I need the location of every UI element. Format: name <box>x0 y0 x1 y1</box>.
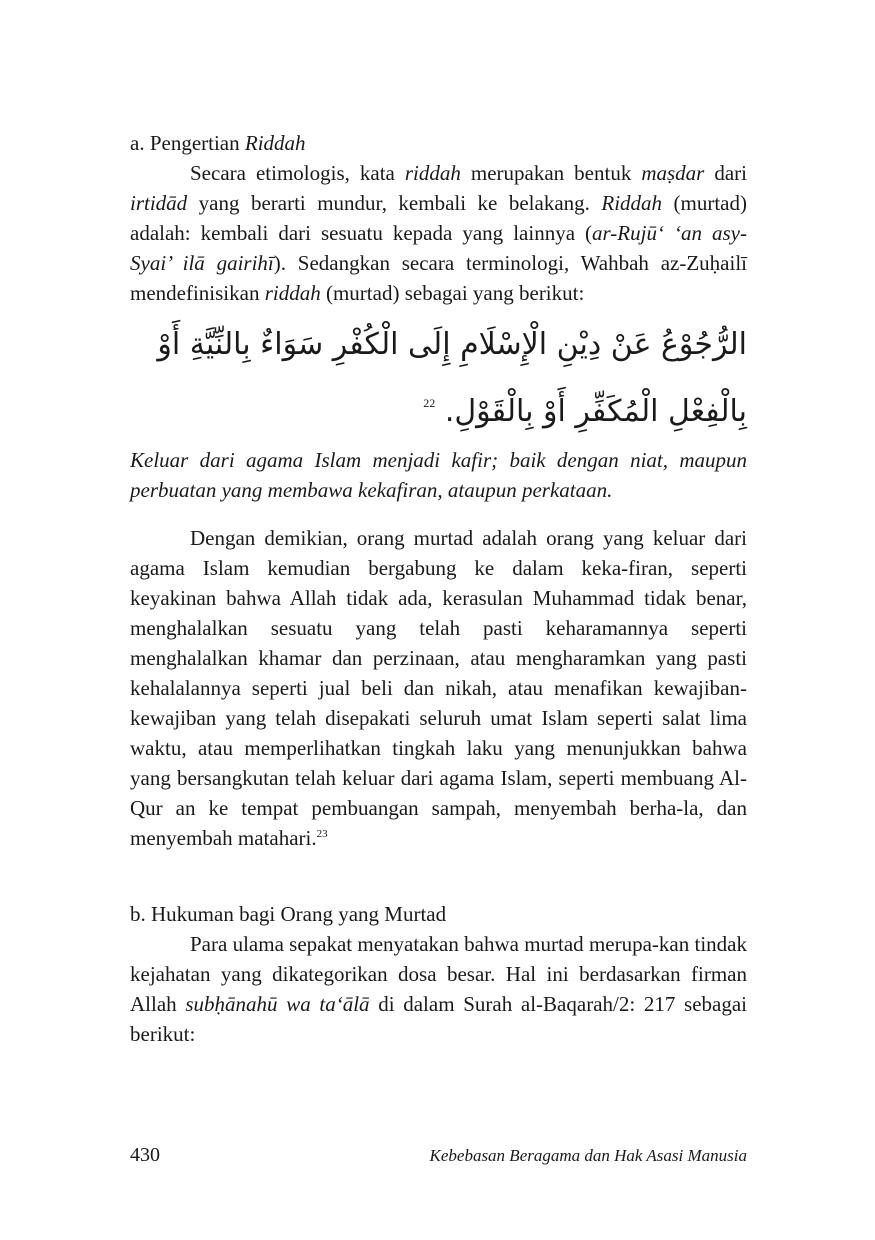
definition-text-run-8: (murtad) adalah: kembali dari sesuatu kepada yang lainnya ( <box>130 191 747 245</box>
murtad-explanation-text: Dengan demikian, orang murtad adalah orang yang keluar dari agama Islam kemudian bergabung ke dalam keka-firan, seperti keyakinan bahwa Allah tidak ada, kerasulan Muhammad tidak benar, menghalalkan sesuatu yang telah pasti keharamannya seperti menghalalkan khamar dan perzinaan, atau mengharamkan yang pasti kehalalannya seperti jual beli dan nikah, atau menafikan kewajiban-kewajiban yang telah disepakati seluruh umat Islam seperti salat lima waktu, atau memperlihatkan tingkah laku yang menunjukkan bahwa yang bersangkutan telah keluar dari agama Islam, seperti membuang Al-Qur an ke tempat pembuangan sampah, menyembah berha-la, dan menyembah matahari. <box>130 526 747 850</box>
definition-text-run-0: Secara etimologis, kata <box>190 161 405 185</box>
definition-text-run-10: ). Sedangkan secara terminologi, Wahbah az-Zuḥailī mendefinisikan <box>130 251 747 305</box>
page-number: 430 <box>130 1144 160 1166</box>
punishment-text-run-0: Para ulama sepakat menyatakan bahwa murtad merupa-kan tindak kejahatan yang dikategorikan dosa besar. Hal ini berdasarkan firman Allah <box>130 932 747 1016</box>
section-a-heading-prefix: a. Pengertian <box>130 131 245 155</box>
punishment-text-run-2: di dalam Surah al-Baqarah/2: 217 sebagai berikut: <box>130 992 748 1046</box>
definition-text-run-1: riddah <box>404 161 461 185</box>
footnote-ref-22: 22 <box>423 396 436 410</box>
book-title: Kebebasan Beragama dan Hak Asasi Manusia <box>429 1146 747 1165</box>
footnote-ref-23: 23 <box>316 828 328 840</box>
page-footer <box>130 1144 747 1172</box>
section-a-heading-term: Riddah <box>244 131 306 155</box>
definition-text-run-6: yang berarti mundur, kembali ke belakang. <box>187 191 602 215</box>
section-a-heading <box>130 128 747 158</box>
definition-text-run-5: irtidād <box>130 191 188 215</box>
translation: Keluar dari agama Islam menjadi kafir; baik dengan niat, maupun perbuatan yang membawa kekafiran, ataupun perkataan. <box>130 448 747 502</box>
murtad-explanation-paragraph <box>130 523 747 853</box>
definition-paragraph <box>130 158 747 308</box>
page-body <box>130 128 747 1049</box>
definition-text-run-9: ar-Rujū‘ ‘an asy-Syai’ ilā gairihī <box>130 221 747 275</box>
definition-text-run-2: merupakan bentuk <box>460 161 642 185</box>
punishment-paragraph <box>130 929 747 1049</box>
definition-text-run-4: dari <box>704 161 747 185</box>
definition-text-run-3: maṣdar <box>641 161 705 185</box>
arabic-text: الرُّجُوْعُ عَنْ دِيْنِ الْإِسْلَامِ إِلَى الْكُفْرِ سَوَاءٌ بِالنِّيَّةِ أَوْ بِالْفِعْلِ الْمُكَفِّرِ أَوْ بِالْقَوْلِ. <box>157 327 747 429</box>
definition-text-run-11: riddah <box>264 281 321 305</box>
section-spacer <box>130 853 747 899</box>
punishment-text-run-1: subḥānahū wa ta‘ālā <box>185 992 370 1016</box>
definition-text-run-7: Riddah <box>601 191 663 215</box>
section-b-heading: b. Hukuman bagi Orang yang Murtad <box>130 902 447 926</box>
arabic-definition <box>130 316 747 441</box>
definition-text-run-12: (murtad) sebagai yang berikut: <box>320 281 585 305</box>
